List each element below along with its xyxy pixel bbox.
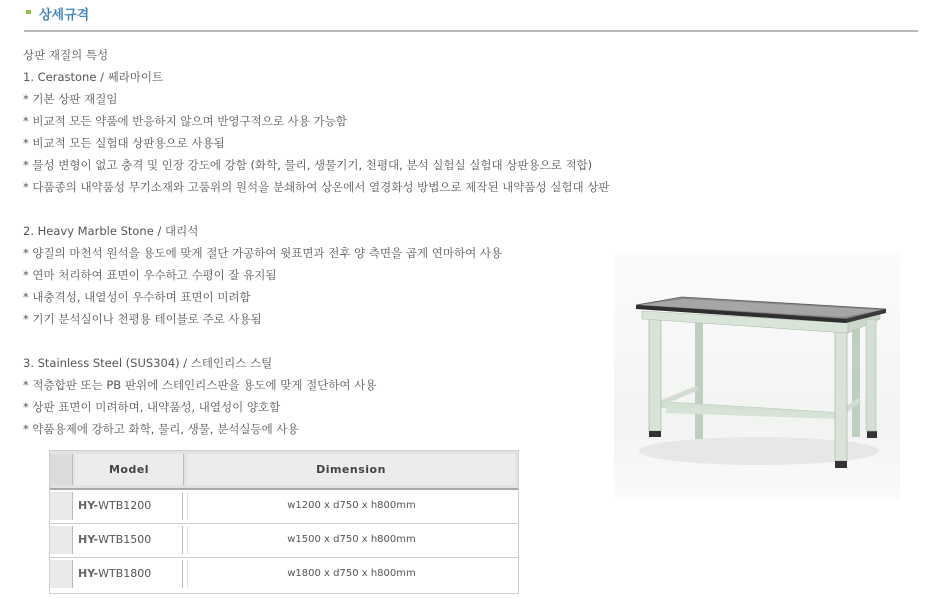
model-prefix: HY- — [78, 499, 99, 512]
section-title: 상세규격 — [39, 8, 90, 23]
model-code: WTB1800 — [98, 567, 152, 580]
model-prefix: HY- — [78, 567, 99, 580]
spacer — [23, 330, 623, 352]
table-row — [50, 557, 518, 591]
bullet-item: * 내충격성, 내열성이 우수하며 표면이 미려함 — [23, 290, 251, 304]
model-code: WTB1200 — [98, 499, 152, 512]
bullet-item: * 기기 분석실이나 천평용 테이블로 주로 사용됨 — [23, 312, 262, 326]
dimension-cell: w1800 x d750 x h800mm — [187, 560, 515, 588]
model-cell — [75, 560, 183, 588]
table-row-lead — [50, 526, 73, 554]
bullet-item: * 물성 변형이 없고 충격 및 인장 강도에 강함 (화학, 물리, 생물기기, 천평대, 분석 실험실 실험대 상판용으로 적합) — [23, 158, 593, 172]
bullet-item: * 기본 상판 재질임 — [23, 92, 118, 106]
model-code: WTB1500 — [98, 533, 152, 546]
intro-text: 상판 재질의 특성 — [23, 48, 109, 62]
section-header — [24, 0, 918, 32]
material-description — [23, 44, 623, 440]
bullet-item: * 비교적 모든 약품에 반응하지 않으며 반영구적으로 사용 가능함 — [23, 114, 347, 128]
dimension-cell: w1200 x d750 x h800mm — [187, 492, 515, 520]
bullet-item: * 비교적 모든 실험대 상판용으로 사용됨 — [23, 136, 225, 150]
dimension-column-header: Dimension — [187, 454, 515, 485]
bullet-item: * 연마 처리하여 표면이 우수하고 수평이 잘 유지됨 — [23, 268, 277, 282]
bullet-item: * 양질의 마천석 원석을 용도에 맞게 절단 가공하여 윗표면과 전후 양 측면을 곱게 연마하여 사용 — [23, 246, 503, 260]
bullet-item: * 적층합판 또는 PB 판위에 스테인리스판을 용도에 맞게 절단하여 사용 — [23, 378, 377, 392]
table-row — [50, 523, 518, 558]
model-cell — [75, 526, 183, 554]
spec-table — [49, 450, 519, 594]
table-header-row — [50, 451, 518, 490]
title-bullet-icon — [26, 10, 31, 14]
section-heading: 2. Heavy Marble Stone / 대리석 — [23, 224, 199, 238]
table-header-lead — [50, 454, 73, 485]
section-heading: 1. Cerastone / 쎄라마이트 — [23, 70, 164, 84]
model-prefix: HY- — [78, 533, 99, 546]
spacer — [23, 198, 623, 220]
model-column-header: Model — [75, 454, 184, 485]
lab-table-icon — [614, 253, 900, 499]
lab-table-image — [614, 253, 900, 499]
table-row-lead — [50, 492, 73, 520]
bullet-item: * 상판 표면이 미려하며, 내약품성, 내열성이 양호함 — [23, 400, 281, 414]
section-heading: 3. Stainless Steel (SUS304) / 스테인리스 스틸 — [23, 356, 273, 370]
model-cell — [75, 492, 183, 520]
bullet-item: * 약품용제에 강하고 화학, 물리, 생물, 분석실등에 사용 — [23, 422, 299, 436]
dimension-cell: w1500 x d750 x h800mm — [187, 526, 515, 554]
table-row-lead — [50, 560, 73, 588]
bullet-item: * 다품종의 내약품성 무기소재와 고품위의 원석을 분쇄하여 상온에서 열경화성 방법으로 제작된 내약품성 실험대 상판 — [23, 180, 610, 194]
table-row — [50, 489, 518, 524]
